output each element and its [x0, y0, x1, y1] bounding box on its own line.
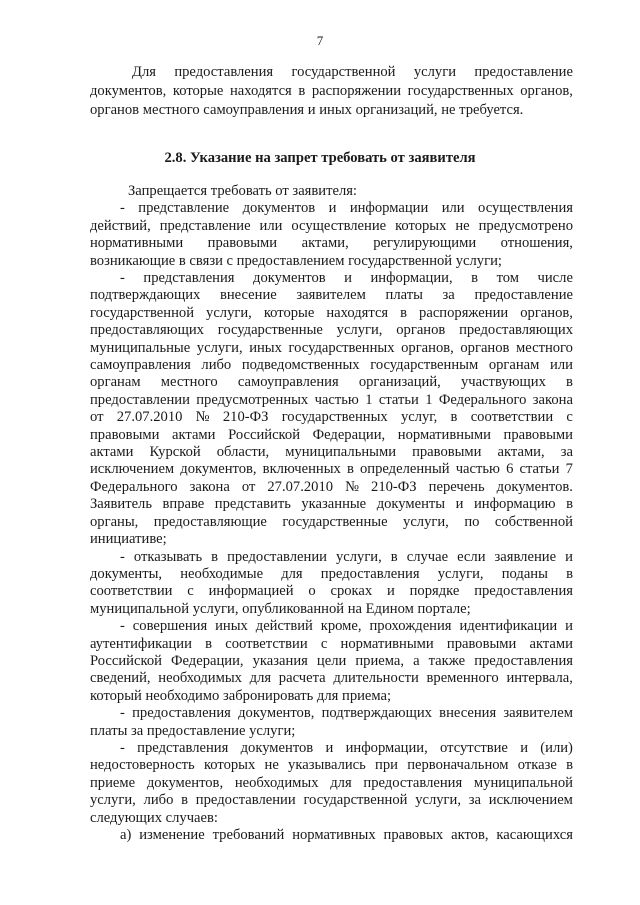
body-line: который необходимо забронировать для приема;	[90, 688, 392, 704]
intro-line: документов, которые находятся в распоряжении государственных органов,	[90, 83, 573, 99]
body-line: предоставляющих государственные услуги, органов предоставляющих	[90, 322, 573, 338]
section-heading: 2.8. Указание на запрет требовать от заявителя	[164, 150, 476, 166]
body-line: услуги, либо в предоставлении государственной услуги, за исключением	[90, 792, 573, 808]
body-line: нормативными правовыми актами, регулирующими отношения,	[90, 235, 573, 251]
body-line: платы за предоставление услуги;	[90, 723, 296, 739]
body-line: - представление документов и информации или осуществления	[120, 200, 573, 216]
body-line: действий, представление или осуществление которых не предусмотрено	[90, 218, 573, 234]
body-line: возникающие в связи с предоставлением государственной услуги;	[90, 253, 502, 269]
intro-line: органов местного самоуправления и иных организаций, не требуется.	[90, 102, 524, 118]
body-line: органам местного самоуправления организаций, участвующих в	[90, 374, 573, 390]
body-line: - представления документов и информации, отсутствие и (или)	[120, 740, 573, 756]
body-line: следующих случаев:	[90, 810, 218, 826]
body-line: - предоставления документов, подтверждающих внесения заявителем	[120, 705, 573, 721]
body-line: - совершения иных действий кроме, прохождения идентификации и	[120, 618, 573, 634]
body-line: Российской Федерации, указания цели приема, а также предоставления	[90, 653, 573, 669]
body-line: Заявитель вправе представить указанные документы и информацию в	[90, 496, 573, 512]
body-line: аутентификации в соответствии с нормативными правовыми актами	[90, 636, 573, 652]
body-line: сведений, необходимых для расчета длительности временного интервала,	[90, 670, 573, 686]
body-line: самоуправления либо подведомственных государственным органам или	[90, 357, 573, 373]
body-line: муниципальной услуги, опубликованной на Едином портале;	[90, 601, 471, 617]
body-line: подтверждающих внесение заявителем платы за предоставление	[90, 287, 573, 303]
body-line: соответствии с информацией о сроках и порядке предоставления	[90, 583, 573, 599]
body-line: документы, необходимые для предоставления услуги, поданы в	[90, 566, 573, 582]
body-line: Запрещается требовать от заявителя:	[128, 183, 357, 199]
body-line: органы, предоставляющие государственные услуги, по собственной	[90, 514, 573, 530]
body-line: - отказывать в предоставлении услуги, в случае если заявление и	[120, 549, 573, 565]
body-line: а) изменение требований нормативных правовых актов, касающихся	[120, 827, 573, 843]
body-line: - представления документов и информации, в том числе	[120, 270, 573, 286]
body-line: Федерального закона от 27.07.2010 № 210-ФЗ перечень документов.	[90, 479, 573, 495]
body-line: предоставлении предусмотренных частью 1 статьи 1 Федерального закона	[90, 392, 573, 408]
body-line: государственной услуги, которые находятся в распоряжении органов,	[90, 305, 573, 321]
body-line: актами Курской области, муниципальными правовыми актами, за	[90, 444, 573, 460]
body-line: правовыми актами Российской Федерации, нормативными правовыми	[90, 427, 573, 443]
body-line: недостоверность которых не указывались при первоначальном отказе в	[90, 757, 573, 773]
body-line: инициативе;	[90, 531, 167, 547]
body-line: от 27.07.2010 № 210-ФЗ государственных услуг, в соответствии с	[90, 409, 573, 425]
page-number: 7	[316, 33, 324, 48]
body-line: приеме документов, необходимых для предоставления муниципальной	[90, 775, 573, 791]
intro-line: Для предоставления государственной услуги предоставление	[132, 64, 573, 80]
body-line: исключением документов, включенных в определенный частью 6 статьи 7	[90, 461, 573, 477]
body-line: муниципальные услуги, иных государственных органов, органов местного	[90, 340, 573, 356]
